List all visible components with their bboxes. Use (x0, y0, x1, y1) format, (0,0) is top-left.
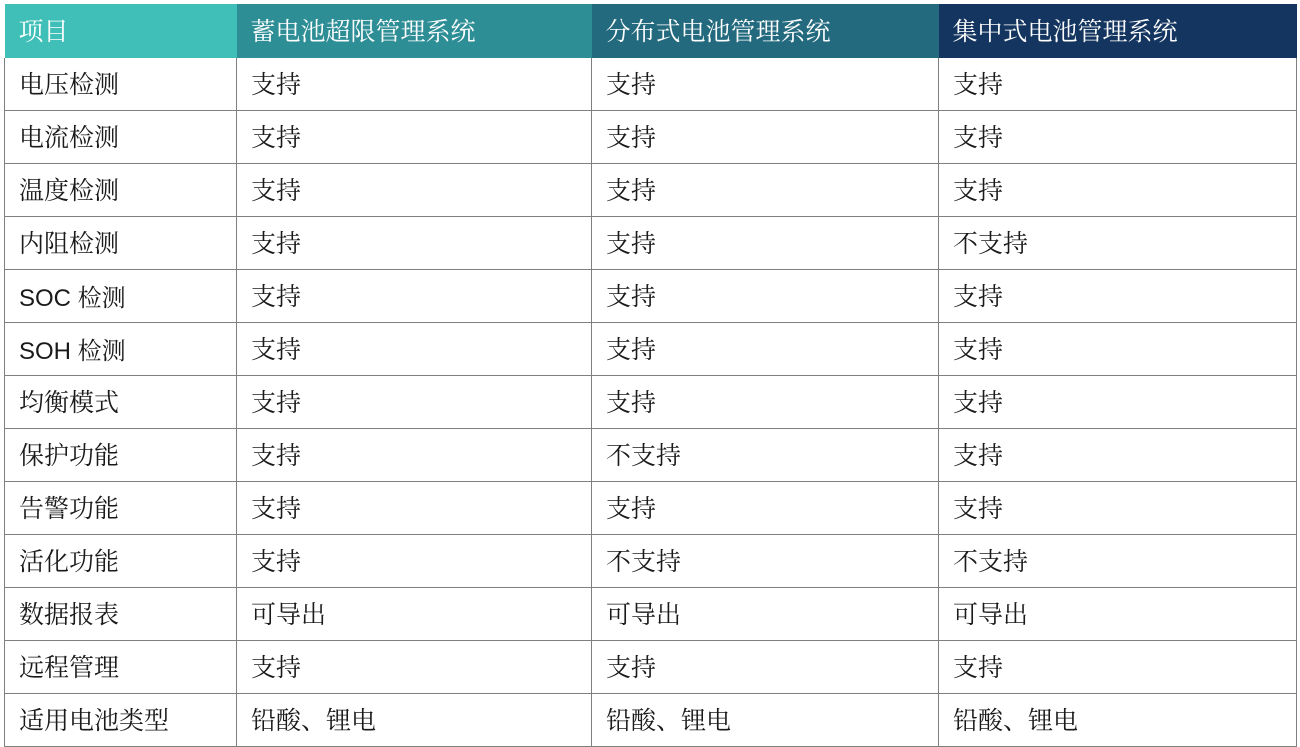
row-cell: 可导出 (237, 588, 592, 641)
table-row (5, 535, 1297, 588)
row-cell: 支持 (939, 429, 1297, 482)
row-label: 适用电池类型 (5, 694, 237, 747)
row-cell: 不支持 (939, 535, 1297, 588)
row-cell: 支持 (237, 482, 592, 535)
row-cell: 支持 (592, 111, 939, 164)
row-label: 均衡模式 (5, 376, 237, 429)
row-cell: 支持 (939, 164, 1297, 217)
table-row (5, 164, 1297, 217)
row-label: 电流检测 (5, 111, 237, 164)
row-label: 活化功能 (5, 535, 237, 588)
row-cell: 支持 (592, 270, 939, 323)
row-label: 温度检测 (5, 164, 237, 217)
table-row (5, 588, 1297, 641)
row-cell: 不支持 (939, 217, 1297, 270)
row-cell: 支持 (237, 217, 592, 270)
row-cell: 支持 (237, 323, 592, 376)
row-label: SOC 检测 (5, 270, 237, 323)
row-cell: 支持 (237, 429, 592, 482)
row-cell: 支持 (592, 482, 939, 535)
row-cell: 支持 (939, 111, 1297, 164)
table-row (5, 376, 1297, 429)
comparison-table-container (0, 4, 1300, 735)
row-cell: 支持 (237, 270, 592, 323)
column-header-centralized-system: 集中式电池管理系统 (939, 4, 1297, 58)
row-label: 告警功能 (5, 482, 237, 535)
row-cell: 可导出 (939, 588, 1297, 641)
row-cell: 铅酸、锂电 (237, 694, 592, 747)
table-row (5, 429, 1297, 482)
table-row (5, 323, 1297, 376)
row-cell: 支持 (237, 535, 592, 588)
row-cell: 支持 (592, 323, 939, 376)
battery-system-comparison-table (4, 4, 1297, 747)
table-header-row (5, 4, 1297, 58)
row-cell: 支持 (237, 376, 592, 429)
row-cell: 支持 (939, 270, 1297, 323)
table-row (5, 217, 1297, 270)
table-row (5, 58, 1297, 111)
table-row (5, 694, 1297, 747)
row-label: SOH 检测 (5, 323, 237, 376)
row-cell: 支持 (939, 641, 1297, 694)
row-cell: 支持 (939, 58, 1297, 111)
row-cell: 不支持 (592, 535, 939, 588)
row-cell: 支持 (237, 164, 592, 217)
row-cell: 支持 (237, 641, 592, 694)
row-cell: 支持 (939, 376, 1297, 429)
row-cell: 支持 (237, 111, 592, 164)
row-label: 远程管理 (5, 641, 237, 694)
table-row (5, 111, 1297, 164)
row-cell: 支持 (939, 482, 1297, 535)
row-cell: 不支持 (592, 429, 939, 482)
row-cell: 铅酸、锂电 (592, 694, 939, 747)
column-header-distributed-system: 分布式电池管理系统 (592, 4, 939, 58)
row-label: 数据报表 (5, 588, 237, 641)
row-cell: 可导出 (592, 588, 939, 641)
table-row (5, 482, 1297, 535)
row-label: 保护功能 (5, 429, 237, 482)
row-label: 电压检测 (5, 58, 237, 111)
table-body (5, 58, 1297, 747)
row-cell: 支持 (939, 323, 1297, 376)
row-cell: 支持 (237, 58, 592, 111)
row-cell: 支持 (592, 641, 939, 694)
column-header-item: 项目 (5, 4, 237, 58)
table-row (5, 270, 1297, 323)
row-label: 内阻检测 (5, 217, 237, 270)
row-cell: 支持 (592, 217, 939, 270)
row-cell: 铅酸、锂电 (939, 694, 1297, 747)
table-header (5, 4, 1297, 58)
column-header-overlimit-system: 蓄电池超限管理系统 (237, 4, 592, 58)
row-cell: 支持 (592, 376, 939, 429)
row-cell: 支持 (592, 164, 939, 217)
row-cell: 支持 (592, 58, 939, 111)
table-row (5, 641, 1297, 694)
